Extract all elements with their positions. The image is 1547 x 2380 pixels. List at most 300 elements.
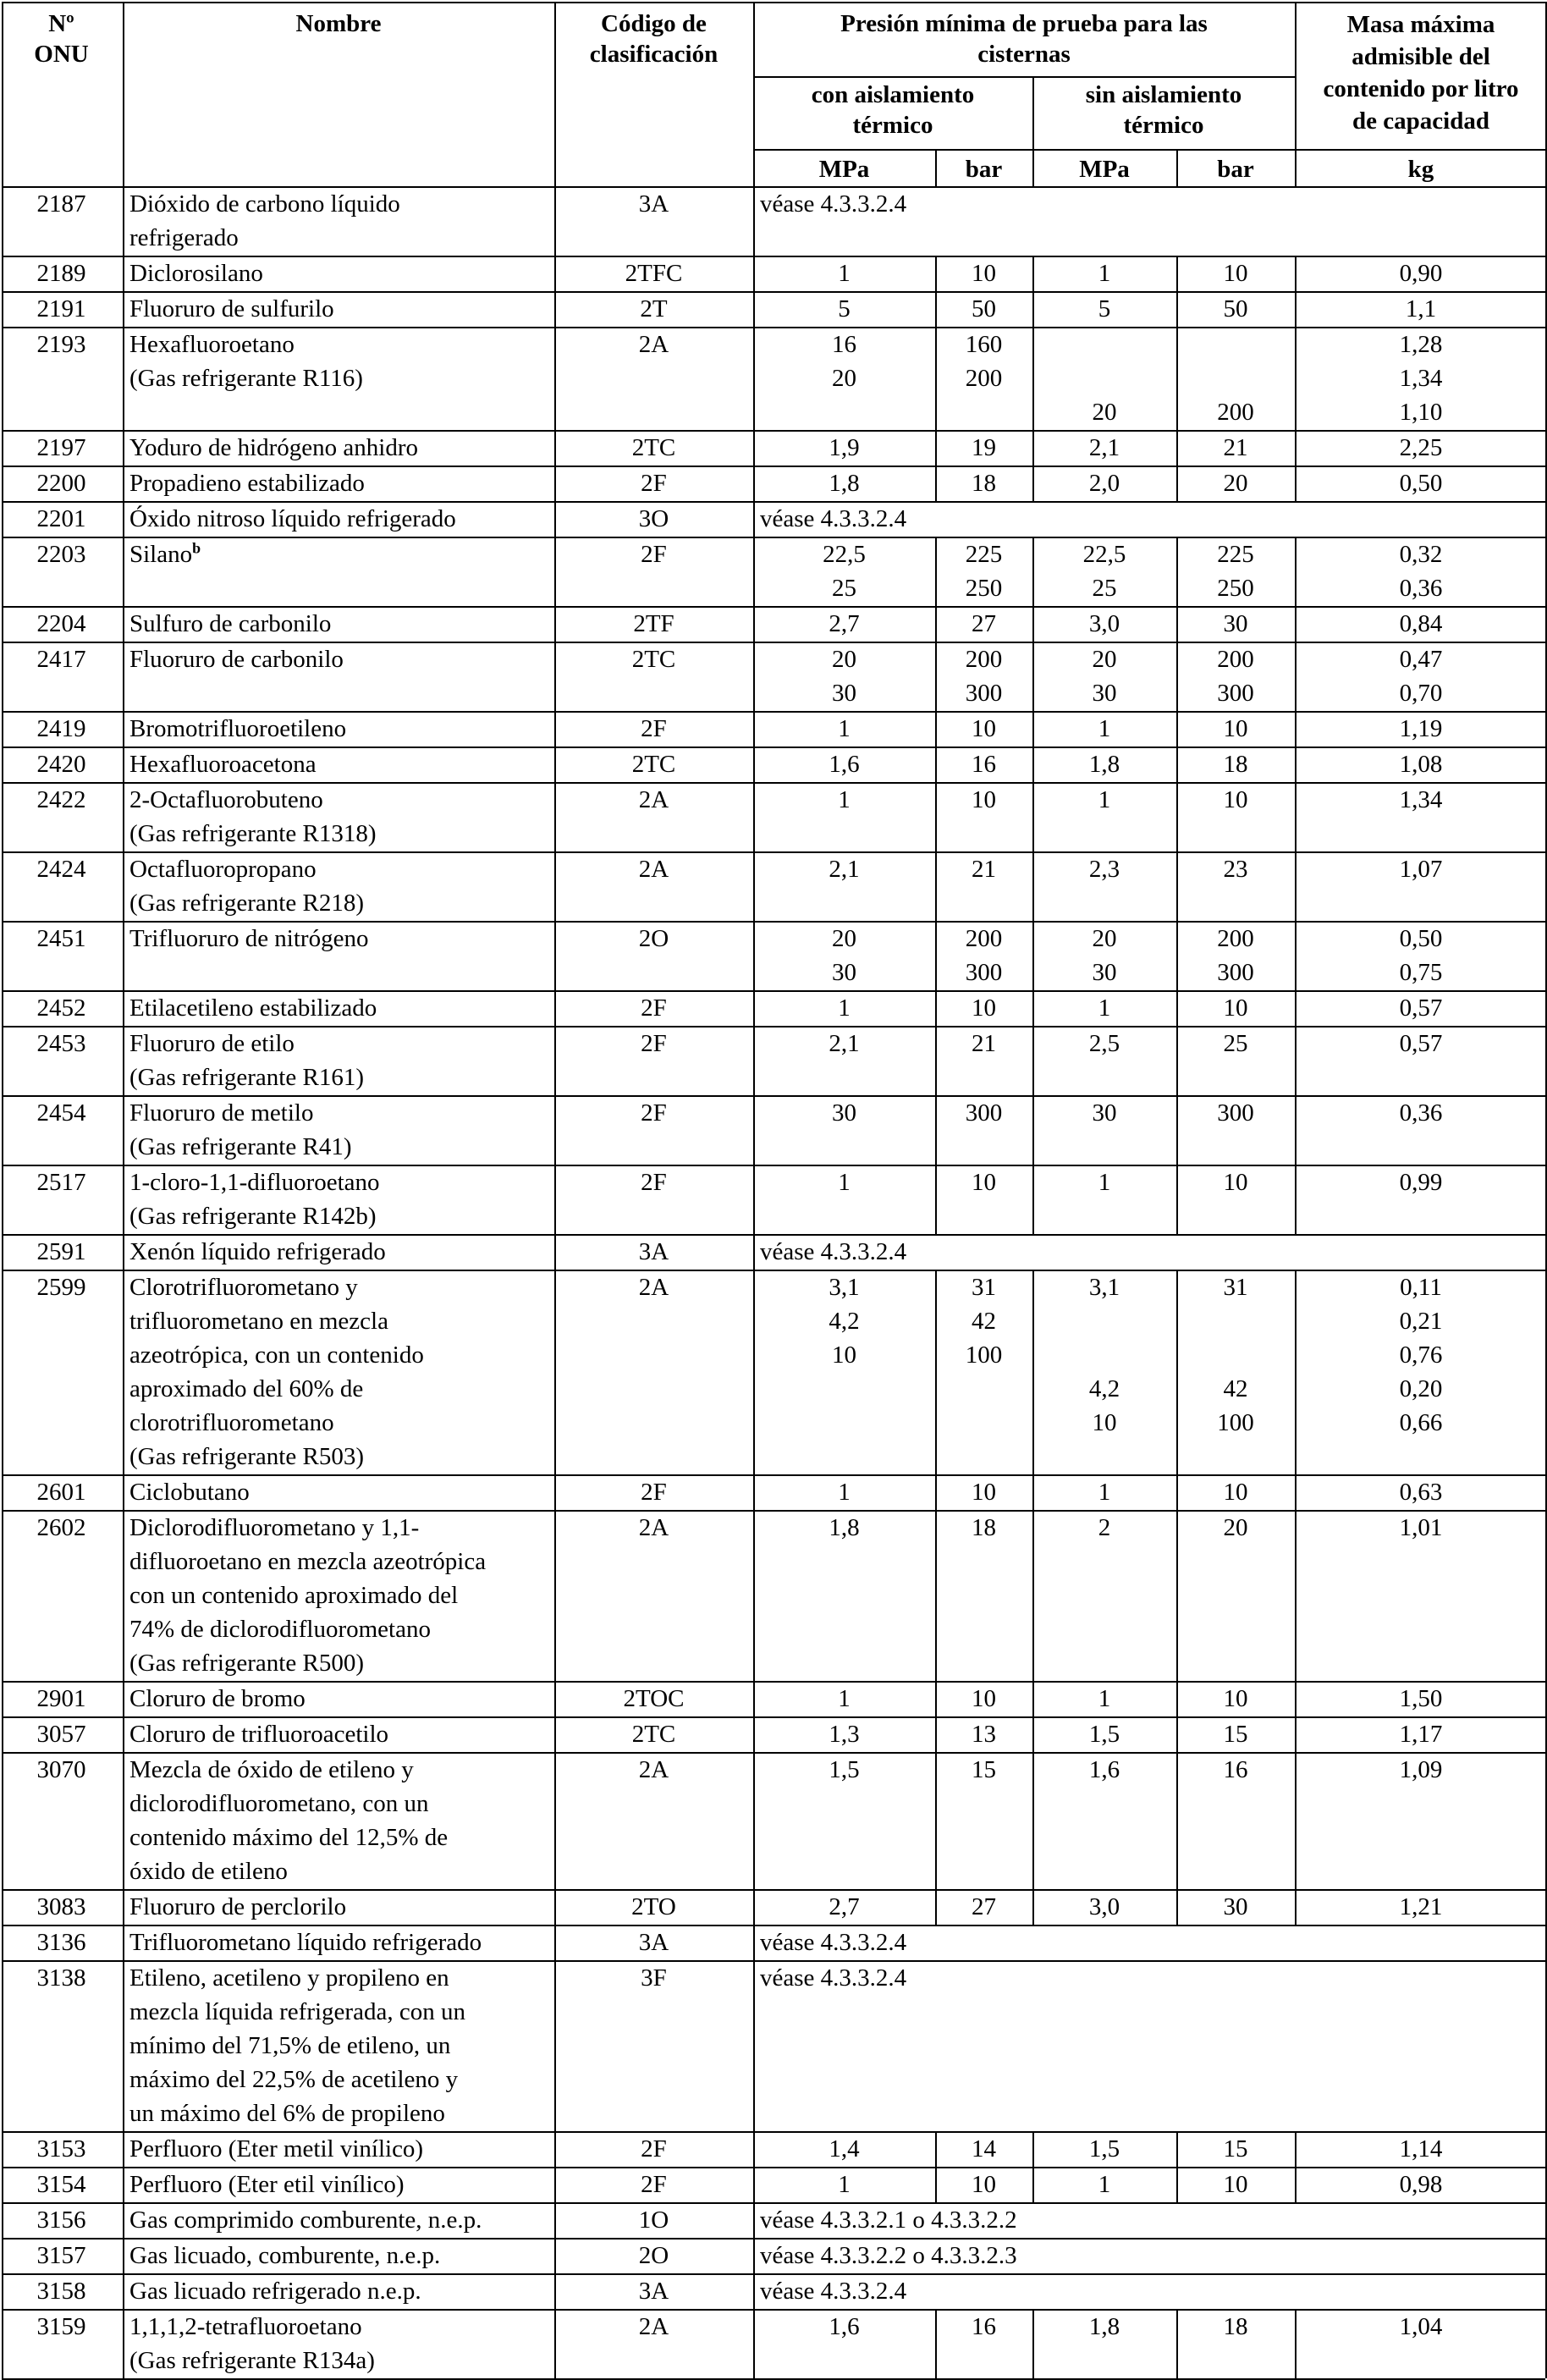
mpa-ins-cell: 25 bbox=[832, 575, 856, 602]
un-number-cell: 2420 bbox=[36, 751, 86, 778]
mpa-noins-cell: 2 bbox=[1098, 1514, 1111, 1541]
substance-name-line: Octafluoropropano bbox=[129, 856, 317, 883]
row-col-divider bbox=[123, 747, 124, 782]
substance-name-line: (Gas refrigerante R161) bbox=[129, 1064, 364, 1091]
substance-name-line: Ciclobutano bbox=[129, 1479, 250, 1506]
un-number-cell: 2602 bbox=[36, 1514, 86, 1541]
row-col-divider bbox=[123, 327, 124, 430]
kg-cell: 0,99 bbox=[1399, 1169, 1443, 1196]
bar-noins-cell: 20 bbox=[1223, 470, 1248, 497]
bar-noins-cell: 15 bbox=[1223, 2135, 1248, 2162]
classification-code-cell: 3A bbox=[638, 190, 669, 218]
header-col-divider bbox=[123, 2, 124, 186]
row-col-divider bbox=[123, 1474, 124, 1510]
mpa-ins-cell: 2,7 bbox=[829, 610, 860, 637]
classification-code-cell: 2TC bbox=[631, 751, 676, 778]
bar-ins-cell: 200 bbox=[965, 365, 1003, 392]
row-col-divider bbox=[123, 606, 124, 642]
mpa-ins-cell: 1,8 bbox=[829, 1514, 860, 1541]
row-col-divider bbox=[753, 2273, 755, 2309]
un-number-cell: 2601 bbox=[36, 1479, 86, 1506]
mpa-ins-cell: 22,5 bbox=[823, 541, 866, 568]
bar-ins-cell: 200 bbox=[965, 646, 1003, 673]
classification-code-cell: 2TOC bbox=[623, 1685, 685, 1712]
row-col-divider bbox=[753, 1925, 755, 1960]
bar-ins-cell: 31 bbox=[972, 1274, 996, 1301]
kg-cell: 0,50 bbox=[1399, 470, 1443, 497]
mpa-noins-cell: 3,1 bbox=[1088, 1274, 1120, 1301]
substance-name-line: 1-cloro-1,1-difluoroetano bbox=[129, 1169, 380, 1196]
mpa-noins-cell: 22,5 bbox=[1082, 541, 1126, 568]
mpa-noins-cell: 1 bbox=[1098, 715, 1111, 742]
classification-code-cell: 2TC bbox=[631, 646, 676, 673]
row-col-divider bbox=[123, 2202, 124, 2238]
substance-name-line: (Gas refrigerante R134a) bbox=[129, 2347, 375, 2374]
kg-cell: 1,17 bbox=[1399, 1721, 1443, 1748]
classification-code-cell: 3A bbox=[638, 1929, 669, 1956]
header-min-test-pressure: Presión mínima de prueba para las cisternas bbox=[840, 10, 1208, 68]
mpa-noins-cell: 4,2 bbox=[1088, 1375, 1120, 1402]
mpa-noins-cell: 20 bbox=[1092, 399, 1117, 426]
bar-ins-cell: 19 bbox=[972, 434, 996, 461]
mpa-noins-cell: 1,8 bbox=[1088, 2313, 1120, 2340]
bar-noins-cell: 10 bbox=[1223, 1479, 1248, 1506]
row-col-divider bbox=[123, 1925, 124, 1960]
unit-bar-uninsulated: bar bbox=[1217, 156, 1254, 183]
bar-ins-cell: 21 bbox=[972, 856, 996, 883]
substance-name-line: Sulfuro de carbonilo bbox=[129, 610, 332, 637]
substance-name-line: Propadieno estabilizado bbox=[129, 470, 365, 497]
mpa-noins-cell: 1 bbox=[1098, 2171, 1111, 2198]
row-col-divider bbox=[123, 1510, 124, 1681]
unit-mpa-uninsulated: MPa bbox=[1079, 156, 1130, 183]
kg-cell: 0,36 bbox=[1399, 575, 1443, 602]
mpa-ins-cell: 1,6 bbox=[829, 751, 860, 778]
mpa-noins-cell: 1,5 bbox=[1088, 1721, 1120, 1748]
kg-cell: 1,08 bbox=[1399, 751, 1443, 778]
substance-name-line: Bromotrifluoroetileno bbox=[129, 715, 347, 742]
classification-code-cell: 2F bbox=[641, 1099, 667, 1127]
classification-code-cell: 2A bbox=[638, 2313, 669, 2340]
header-name: Nombre bbox=[295, 10, 382, 37]
mpa-ins-cell: 1 bbox=[838, 1169, 851, 1196]
bar-ins-cell: 10 bbox=[972, 1685, 996, 1712]
bar-ins-cell: 250 bbox=[965, 575, 1003, 602]
bar-noins-cell: 50 bbox=[1223, 295, 1248, 322]
substance-name-line: Yoduro de hidrógeno anhidro bbox=[129, 434, 418, 461]
row-col-divider bbox=[123, 851, 124, 921]
bar-ins-cell: 42 bbox=[972, 1308, 996, 1335]
classification-code-cell: 2T bbox=[640, 295, 668, 322]
kg-cell: 1,04 bbox=[1399, 2313, 1443, 2340]
classification-code-cell: 2F bbox=[641, 2171, 667, 2198]
mpa-ins-cell: 1 bbox=[838, 786, 851, 813]
row-col-divider bbox=[753, 1234, 755, 1270]
classification-code-cell: 2TC bbox=[631, 1721, 676, 1748]
mpa-ins-cell: 2,1 bbox=[829, 1030, 860, 1057]
substance-name-line: Fluoruro de metilo bbox=[129, 1099, 314, 1127]
mpa-noins-cell: 3,0 bbox=[1088, 1893, 1120, 1920]
row-col-divider bbox=[123, 782, 124, 851]
mpa-ins-cell: 1 bbox=[838, 1685, 851, 1712]
classification-code-cell: 2TFC bbox=[625, 260, 683, 287]
kg-cell: 0,47 bbox=[1399, 646, 1443, 673]
un-number-cell: 2424 bbox=[36, 856, 86, 883]
row-col-divider bbox=[123, 2238, 124, 2273]
un-number-cell: 3158 bbox=[36, 2278, 86, 2305]
classification-code-cell: 2F bbox=[641, 1479, 667, 1506]
see-reference-cell: véase 4.3.3.2.1 o 4.3.3.2.2 bbox=[760, 2206, 1017, 2234]
mpa-ins-cell: 20 bbox=[832, 365, 856, 392]
bar-ins-cell: 27 bbox=[972, 610, 996, 637]
kg-cell: 1,07 bbox=[1399, 856, 1443, 883]
row-col-divider bbox=[123, 2167, 124, 2202]
bar-noins-cell: 200 bbox=[1217, 646, 1254, 673]
mpa-ins-cell: 1,3 bbox=[829, 1721, 860, 1748]
bar-ins-cell: 27 bbox=[972, 1893, 996, 1920]
substance-name-line: Mezcla de óxido de etileno y bbox=[129, 1756, 414, 1783]
mpa-noins-cell: 1 bbox=[1098, 260, 1111, 287]
bar-noins-cell: 31 bbox=[1223, 1274, 1248, 1301]
header-divider-kg bbox=[1295, 149, 1545, 151]
bar-noins-cell: 21 bbox=[1223, 434, 1248, 461]
bar-noins-cell: 10 bbox=[1223, 786, 1248, 813]
mpa-ins-cell: 3,1 bbox=[829, 1274, 860, 1301]
substance-name-line: contenido máximo del 12,5% de bbox=[129, 1824, 449, 1851]
see-reference-cell: véase 4.3.3.2.4 bbox=[760, 1238, 907, 1265]
substance-name-line: mínimo del 71,5% de etileno, un bbox=[129, 2032, 451, 2059]
kg-cell: 1,28 bbox=[1399, 331, 1443, 358]
un-number-cell: 2517 bbox=[36, 1169, 86, 1196]
bar-ins-cell: 10 bbox=[972, 1169, 996, 1196]
substance-name-line: Etilacetileno estabilizado bbox=[129, 994, 377, 1022]
substance-name-line: con un contenido aproximado del bbox=[129, 1582, 459, 1609]
row-col-divider bbox=[123, 1165, 124, 1234]
substance-name-line: Trifluoruro de nitrógeno bbox=[129, 925, 369, 952]
substance-name-line: Diclorosilano bbox=[129, 260, 263, 287]
substance-name-line: Óxido nitroso líquido refrigerado bbox=[129, 505, 456, 532]
classification-code-cell: 2F bbox=[641, 541, 667, 568]
kg-cell: 1,50 bbox=[1399, 1685, 1443, 1712]
bar-noins-cell: 100 bbox=[1217, 1409, 1254, 1436]
header-col-divider bbox=[753, 2, 755, 186]
substance-name-line: Fluoruro de carbonilo bbox=[129, 646, 344, 673]
header-col-divider bbox=[2, 2, 3, 186]
bar-noins-cell: 18 bbox=[1223, 2313, 1248, 2340]
mpa-ins-cell: 1 bbox=[838, 2171, 851, 2198]
substance-name-line: azeotrópica, con un contenido bbox=[129, 1342, 424, 1369]
substance-name-line: mezcla líquida refrigerada, con un bbox=[129, 1998, 465, 2025]
row-col-divider bbox=[123, 1752, 124, 1889]
substance-name-line: Fluoruro de perclorilo bbox=[129, 1893, 347, 1920]
mpa-noins-cell: 1 bbox=[1098, 1169, 1111, 1196]
header-col-divider bbox=[1032, 76, 1034, 186]
row-col-divider bbox=[123, 711, 124, 747]
kg-cell: 0,70 bbox=[1399, 680, 1443, 707]
substance-name-line: (Gas refrigerante R1318) bbox=[129, 820, 377, 847]
mpa-ins-cell: 1 bbox=[838, 994, 851, 1022]
mpa-ins-cell: 4,2 bbox=[829, 1308, 860, 1335]
classification-code-cell: 1O bbox=[638, 2206, 669, 2234]
bar-noins-cell: 200 bbox=[1217, 925, 1254, 952]
mpa-noins-cell: 2,1 bbox=[1088, 434, 1120, 461]
substance-name-line: 2-Octafluorobuteno bbox=[129, 786, 323, 813]
classification-code-cell: 2F bbox=[641, 715, 667, 742]
row-col-divider bbox=[123, 990, 124, 1026]
bar-ins-cell: 10 bbox=[972, 260, 996, 287]
header-with-insulation: con aislamiento térmico bbox=[811, 81, 975, 139]
mpa-noins-cell: 2,5 bbox=[1088, 1030, 1120, 1057]
substance-name-line: (Gas refrigerante R503) bbox=[129, 1443, 364, 1470]
bar-noins-cell: 10 bbox=[1223, 2171, 1248, 2198]
kg-cell: 0,57 bbox=[1399, 1030, 1443, 1057]
unit-kg: kg bbox=[1407, 156, 1434, 183]
un-number-cell: 2193 bbox=[36, 331, 86, 358]
row-col-divider bbox=[123, 2309, 124, 2378]
mpa-ins-cell: 10 bbox=[832, 1342, 856, 1369]
un-number-cell: 2419 bbox=[36, 715, 86, 742]
substance-name-line: Fluoruro de etilo bbox=[129, 1030, 295, 1057]
un-number-cell: 2451 bbox=[36, 925, 86, 952]
classification-code-cell: 3A bbox=[638, 1238, 669, 1265]
classification-code-cell: 2A bbox=[638, 786, 669, 813]
see-reference-cell: véase 4.3.3.2.4 bbox=[760, 2278, 907, 2305]
mpa-ins-cell: 1 bbox=[838, 715, 851, 742]
table-top-border bbox=[2, 2, 1545, 3]
kg-cell: 1,14 bbox=[1399, 2135, 1443, 2162]
header-classification-code: Código de clasificación bbox=[589, 10, 718, 68]
un-number-cell: 2204 bbox=[36, 610, 86, 637]
substance-name-line: Cloruro de bromo bbox=[129, 1685, 306, 1712]
mpa-ins-cell: 1,8 bbox=[829, 470, 860, 497]
bar-noins-cell: 30 bbox=[1223, 1893, 1248, 1920]
un-number-cell: 3157 bbox=[36, 2242, 86, 2269]
footnote-marker: b bbox=[192, 539, 201, 557]
un-number-cell: 2189 bbox=[36, 260, 86, 287]
see-reference-cell: véase 4.3.3.2.4 bbox=[760, 1929, 907, 1956]
bar-ins-cell: 100 bbox=[965, 1342, 1003, 1369]
kg-cell: 0,21 bbox=[1399, 1308, 1443, 1335]
substance-name-line: clorotrifluorometano bbox=[129, 1409, 334, 1436]
substance-name-line: Gas comprimido comburente, n.e.p. bbox=[129, 2206, 482, 2234]
mpa-ins-cell: 5 bbox=[838, 295, 851, 322]
mpa-ins-cell: 1 bbox=[838, 260, 851, 287]
substance-name-line: (Gas refrigerante R500) bbox=[129, 1650, 364, 1677]
un-number-cell: 3153 bbox=[36, 2135, 86, 2162]
un-number-cell: 2591 bbox=[36, 1238, 86, 1265]
classification-code-cell: 3O bbox=[638, 505, 669, 532]
header-col-divider bbox=[935, 149, 937, 186]
substance-name-line: Trifluorometano líquido refrigerado bbox=[129, 1929, 482, 1956]
mpa-noins-cell: 10 bbox=[1092, 1409, 1117, 1436]
row-col-divider bbox=[123, 642, 124, 711]
bar-noins-cell: 23 bbox=[1223, 856, 1248, 883]
substance-name-line: Etileno, acetileno y propileno en bbox=[129, 1964, 449, 1992]
un-number-cell: 2200 bbox=[36, 470, 86, 497]
mpa-noins-cell: 25 bbox=[1092, 575, 1117, 602]
mpa-ins-cell: 2,1 bbox=[829, 856, 860, 883]
row-col-divider bbox=[123, 256, 124, 291]
mpa-noins-cell: 30 bbox=[1092, 680, 1117, 707]
un-number-cell: 2201 bbox=[36, 505, 86, 532]
mpa-ins-cell: 1,6 bbox=[829, 2313, 860, 2340]
bar-ins-cell: 16 bbox=[972, 2313, 996, 2340]
classification-code-cell: 2F bbox=[641, 1169, 667, 1196]
mpa-ins-cell: 1,5 bbox=[829, 1756, 860, 1783]
substance-name-line: un máximo del 6% de propileno bbox=[129, 2100, 445, 2127]
un-number-cell: 3156 bbox=[36, 2206, 86, 2234]
mpa-noins-cell: 30 bbox=[1092, 1099, 1117, 1127]
row-col-divider bbox=[753, 2238, 755, 2273]
un-number-cell: 3154 bbox=[36, 2171, 86, 2198]
bar-ins-cell: 200 bbox=[965, 925, 1003, 952]
mpa-noins-cell: 1 bbox=[1098, 1685, 1111, 1712]
row-col-divider bbox=[123, 501, 124, 537]
row-col-divider bbox=[123, 1270, 124, 1474]
bar-noins-cell: 225 bbox=[1217, 541, 1254, 568]
kg-cell: 1,10 bbox=[1399, 399, 1443, 426]
see-reference-cell: véase 4.3.3.2.2 o 4.3.3.2.3 bbox=[760, 2242, 1017, 2269]
unit-bar-insulated: bar bbox=[965, 156, 1003, 183]
un-number-cell: 2422 bbox=[36, 786, 86, 813]
header-col-divider bbox=[1176, 149, 1178, 186]
bar-ins-cell: 50 bbox=[972, 295, 996, 322]
header-col-divider bbox=[554, 2, 556, 186]
row-col-divider bbox=[123, 430, 124, 466]
classification-code-cell: 2A bbox=[638, 331, 669, 358]
bar-ins-cell: 10 bbox=[972, 1479, 996, 1506]
bar-ins-cell: 13 bbox=[972, 1721, 996, 1748]
mpa-noins-cell: 20 bbox=[1092, 646, 1117, 673]
un-number-cell: 2901 bbox=[36, 1685, 86, 1712]
classification-code-cell: 2F bbox=[641, 2135, 667, 2162]
kg-cell: 1,09 bbox=[1399, 1756, 1443, 1783]
bar-ins-cell: 10 bbox=[972, 2171, 996, 2198]
substance-name-line: Hexafluoroetano bbox=[129, 331, 295, 358]
row-col-divider bbox=[753, 186, 755, 256]
header-max-mass: Masa máxima admisible del contenido por litro de capacidad bbox=[1323, 11, 1519, 135]
mpa-ins-cell: 20 bbox=[832, 925, 856, 952]
substance-name-line: 74% de diclorodifluorometano bbox=[129, 1616, 431, 1643]
row-col-divider bbox=[753, 2202, 755, 2238]
substance-name-line: Xenón líquido refrigerado bbox=[129, 1238, 386, 1265]
mpa-noins-cell: 1 bbox=[1098, 786, 1111, 813]
un-number-cell: 3057 bbox=[36, 1721, 86, 1748]
bar-noins-cell: 250 bbox=[1217, 575, 1254, 602]
kg-cell: 0,50 bbox=[1399, 925, 1443, 952]
un-number-cell: 3136 bbox=[36, 1929, 86, 1956]
bar-ins-cell: 16 bbox=[972, 751, 996, 778]
row-col-divider bbox=[123, 1889, 124, 1925]
kg-cell: 0,20 bbox=[1399, 1375, 1443, 1402]
bar-ins-cell: 10 bbox=[972, 786, 996, 813]
kg-cell: 1,01 bbox=[1399, 1514, 1443, 1541]
mpa-ins-cell: 30 bbox=[832, 680, 856, 707]
bar-ins-cell: 10 bbox=[972, 994, 996, 1022]
header-un-number: Nº ONU bbox=[34, 10, 89, 68]
kg-cell: 0,76 bbox=[1399, 1342, 1443, 1369]
substance-name-line: (Gas refrigerante R218) bbox=[129, 890, 364, 917]
substance-name-line: (Gas refrigerante R142b) bbox=[129, 1203, 377, 1230]
row-col-divider bbox=[123, 537, 124, 606]
bar-ins-cell: 160 bbox=[965, 331, 1003, 358]
bar-noins-cell: 300 bbox=[1217, 959, 1254, 986]
mpa-ins-cell: 1,9 bbox=[829, 434, 860, 461]
substance-name-line: Perfluoro (Eter etil vinílico) bbox=[129, 2171, 405, 2198]
substance-name-line: Gas licuado refrigerado n.e.p. bbox=[129, 2278, 421, 2305]
un-number-cell: 3070 bbox=[36, 1756, 86, 1783]
row-col-divider bbox=[123, 1716, 124, 1752]
row-col-divider bbox=[123, 2131, 124, 2167]
classification-code-cell: 2A bbox=[638, 1514, 669, 1541]
row-col-divider bbox=[123, 1234, 124, 1270]
mpa-noins-cell: 1,8 bbox=[1088, 751, 1120, 778]
un-number-cell: 2452 bbox=[36, 994, 86, 1022]
kg-cell: 1,21 bbox=[1399, 1893, 1443, 1920]
mpa-ins-cell: 30 bbox=[832, 959, 856, 986]
kg-cell: 0,36 bbox=[1399, 1099, 1443, 1127]
classification-code-cell: 2TO bbox=[631, 1893, 676, 1920]
mpa-noins-cell: 30 bbox=[1092, 959, 1117, 986]
see-reference-cell: véase 4.3.3.2.4 bbox=[760, 505, 907, 532]
kg-cell: 0,63 bbox=[1399, 1479, 1443, 1506]
kg-cell: 0,98 bbox=[1399, 2171, 1443, 2198]
mpa-ins-cell: 1,4 bbox=[829, 2135, 860, 2162]
bar-ins-cell: 18 bbox=[972, 1514, 996, 1541]
classification-code-cell: 2O bbox=[638, 925, 669, 952]
unit-mpa-insulated: MPa bbox=[818, 156, 870, 183]
row-col-divider bbox=[753, 501, 755, 537]
bar-noins-cell: 300 bbox=[1217, 680, 1254, 707]
substance-name-line: Cloruro de trifluoroacetilo bbox=[129, 1721, 389, 1748]
un-number-cell: 3159 bbox=[36, 2313, 86, 2340]
kg-cell: 0,32 bbox=[1399, 541, 1443, 568]
substance-name-line: aproximado del 60% de bbox=[129, 1375, 364, 1402]
un-number-cell: 2453 bbox=[36, 1030, 86, 1057]
un-number-cell: 2191 bbox=[36, 295, 86, 322]
mpa-noins-cell: 20 bbox=[1092, 925, 1117, 952]
kg-cell: 1,1 bbox=[1405, 295, 1437, 322]
un-number-cell: 2454 bbox=[36, 1099, 86, 1127]
bar-noins-cell: 18 bbox=[1223, 751, 1248, 778]
mpa-noins-cell: 1,6 bbox=[1088, 1756, 1120, 1783]
classification-code-cell: 2A bbox=[638, 1756, 669, 1783]
header-divider-units bbox=[753, 149, 1295, 151]
kg-cell: 1,34 bbox=[1399, 786, 1443, 813]
header-divider-pressure bbox=[753, 76, 1295, 78]
header-without-insulation: sin aislamiento térmico bbox=[1085, 81, 1242, 139]
kg-cell: 1,19 bbox=[1399, 715, 1443, 742]
classification-code-cell: 3A bbox=[638, 2278, 669, 2305]
substance-name-line: 1,1,1,2-tetrafluoroetano bbox=[129, 2313, 362, 2340]
bar-noins-cell: 25 bbox=[1223, 1030, 1248, 1057]
bar-ins-cell: 15 bbox=[972, 1756, 996, 1783]
substance-name-line: Clorotrifluorometano y bbox=[129, 1274, 358, 1301]
un-number-cell: 2197 bbox=[36, 434, 86, 461]
header-col-divider bbox=[1295, 2, 1297, 186]
classification-code-cell: 3F bbox=[641, 1964, 667, 1992]
un-number-cell: 3083 bbox=[36, 1893, 86, 1920]
row-col-divider bbox=[123, 1095, 124, 1165]
bar-noins-cell: 42 bbox=[1223, 1375, 1248, 1402]
row-col-divider bbox=[123, 291, 124, 327]
un-number-cell: 2187 bbox=[36, 190, 86, 218]
kg-cell: 2,25 bbox=[1399, 434, 1443, 461]
substance-name-line: refrigerado bbox=[129, 224, 239, 251]
bar-ins-cell: 300 bbox=[965, 680, 1003, 707]
row-col-divider bbox=[123, 466, 124, 501]
kg-cell: 0,84 bbox=[1399, 610, 1443, 637]
